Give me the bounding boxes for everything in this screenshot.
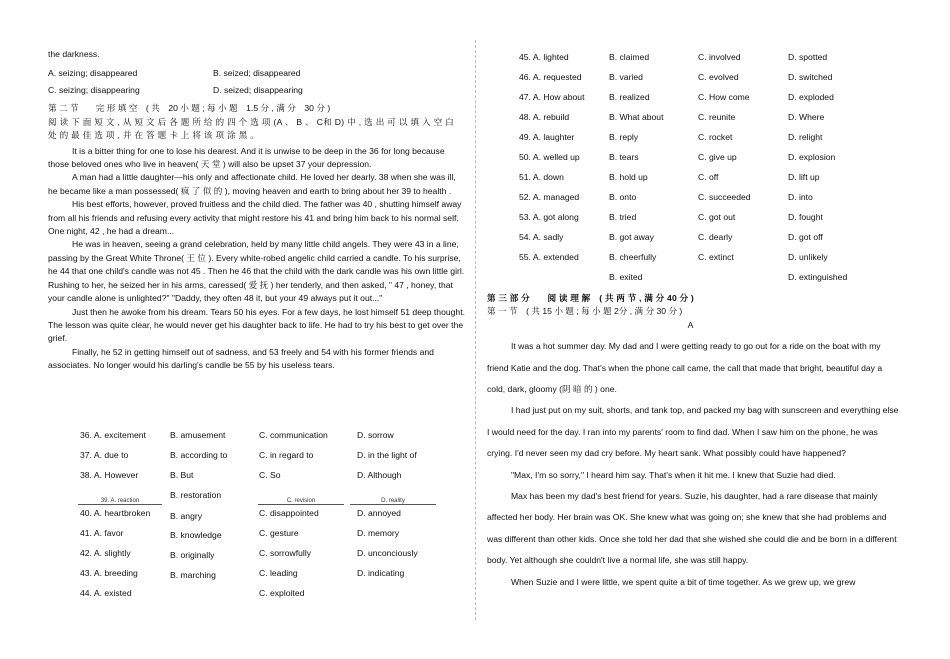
option-a: 40. A. heartbroken [80, 508, 151, 518]
option-c: C. extinct [698, 252, 734, 262]
option-a-39: 39. A. reaction [78, 498, 162, 505]
option-b: B. hold up [609, 172, 648, 182]
option-b: B. marching [170, 570, 216, 580]
option-row [519, 92, 847, 112]
option-d: D. memory [357, 528, 400, 538]
option-c-39: C. revision [258, 498, 344, 505]
option-row [80, 470, 417, 490]
option-b: B. cheerfully [609, 252, 657, 262]
option-d: D. got off [788, 232, 823, 242]
option-d: D. switched [788, 72, 833, 82]
option-d: D. in the light of [357, 450, 417, 460]
option-b: B. realized [609, 92, 650, 102]
option-row [519, 152, 847, 172]
passage-paragraph: When Suzie and I were little, we spent quite a bit of time together. As we grew up, we grew [511, 576, 856, 587]
right-options-table [519, 52, 847, 292]
option-b: B. exited [609, 272, 643, 282]
option-row [519, 252, 847, 272]
option-b: B. reply [609, 132, 639, 142]
option-a: 36. A. excitement [80, 430, 146, 440]
option-d: D. unconciously [357, 548, 418, 558]
option-a: 41. A. favor [80, 528, 124, 538]
option-d: D. unlikely [788, 252, 828, 262]
passage-paragraph: I had just put on my suit, shorts, and tank top, and packed my bag with sunscreen and everything else I would need for the day. I ran into my parents' room to find dad. When I saw him on the phone, he was crying. I'd never seen my dad cry before. My heart sank. What possibly could have happened? [487, 405, 899, 459]
option-b: B. tried [609, 212, 637, 222]
option-d: D. annoyed [357, 508, 401, 518]
option-b: B. angry [170, 511, 203, 521]
option-b [170, 588, 259, 608]
option-b: B. onto [609, 192, 637, 202]
option-c: C. dearly [698, 232, 733, 242]
option-b: B. But [170, 470, 194, 480]
option-row [519, 172, 847, 192]
option-b: B. originally [170, 550, 215, 560]
option-b: B. What about [609, 112, 664, 122]
passage-paragraph: Finally, he 52 in getting himself out of sadness, and 53 freely and 54 with his former friends and associates. No longer would his darling's candle be 55 by his useless tears. [48, 346, 434, 371]
option-a [519, 272, 609, 292]
option-row [519, 112, 847, 132]
option-a: 46. A. requested [519, 72, 582, 82]
option-b: B. seized; disappeared [213, 68, 301, 79]
option-a: 43. A. breeding [80, 568, 138, 578]
option-a: 52. A. managed [519, 192, 580, 202]
section2-title: 第 二 节 完 形 填 空 ( 共 20 小 题 ; 每 小 题 1.5 分 , 满 分 30 分 ) [48, 103, 331, 114]
option-row [80, 508, 418, 528]
option-a: 44. A. existed [80, 588, 132, 598]
option-d: D. sorrow [357, 430, 394, 440]
option-d: D. into [788, 192, 813, 202]
option-c: C. leading [259, 568, 298, 578]
options-table-2 [80, 508, 418, 608]
option-a: 51. A. down [519, 172, 564, 182]
passage-paragraph: Max has been my dad's best friend for years. Suzie, his daughter, had a rare disease that mainly affected her body. Her brain was OK. She knew what was going on; she knew that she had problems and was different than other kids. Once she told her dad that she wished she could die and be born in a different body. Yet although she couldn't live a normal life, she was still happy. [487, 491, 897, 566]
option-b: B. amusement [170, 430, 226, 440]
option-a: 37. A. due to [80, 450, 129, 460]
option-d: D. explosion [788, 152, 836, 162]
section1-title: 第 一 节 ( 共 15 小 题 ; 每 小 题 2分 , 满 分 30 分 ) [487, 306, 683, 317]
option-b: B. tears [609, 152, 639, 162]
option-row [80, 588, 418, 608]
option-c: C. got out [698, 212, 736, 222]
option-a: 38. A. However [80, 470, 139, 480]
option-b: B. got away [609, 232, 654, 242]
option-d: D. fought [788, 212, 823, 222]
option-c: C. disappointed [259, 508, 319, 518]
option-row [519, 272, 847, 292]
options-table [80, 430, 417, 490]
intro-line: the darkness. [48, 49, 100, 59]
part3-title: 第 三 部 分 阅 读 理 解 ( 共 两 节 , 满 分 40 分 ) [487, 293, 694, 303]
option-row [80, 528, 418, 548]
option-c: C. So [259, 470, 281, 480]
option-c: C. sorrowfully [259, 548, 312, 558]
option-c: C. communication [259, 430, 328, 440]
option-a: 50. A. welled up [519, 152, 580, 162]
option-c: C. succeeded [698, 192, 751, 202]
question-options [48, 68, 465, 78]
passage-paragraph: A man had a little daughter—his only and affectionate child. He loved her dearly. 38 when she was ill, he became like a man possessed( 疯 了 似 的 ), moving heaven and earth to bring about her 39 to health . [48, 172, 456, 196]
option-d: D. seized; disappearing [213, 85, 303, 96]
option-a: 47. A. How about [519, 92, 585, 102]
option-row [519, 232, 847, 252]
option-row [80, 450, 417, 470]
option-row [80, 548, 418, 568]
option-c: C. exploited [259, 588, 305, 598]
option-c: C. seizing; disappearing [48, 85, 140, 96]
option-a: 55. A. extended [519, 252, 579, 262]
option-d: D. extinguished [788, 272, 848, 282]
option-b: B. claimed [609, 52, 650, 62]
option-d: D. spotted [788, 52, 828, 62]
option-c: C. evolved [698, 72, 739, 82]
option-a: 45. A. lighted [519, 52, 569, 62]
option-c: C. gesture [259, 528, 299, 538]
option-a: 49. A. laughter [519, 132, 575, 142]
passage-paragraph: It is a bitter thing for one to lose his dearest. And it is unwise to be deep in the 36 for long because those beloved ones who live in heaven( 天 堂 ) will also be upset 37 your depression. [48, 145, 445, 170]
option-d: D. lift up [788, 172, 820, 182]
option-c: C. in regard to [259, 450, 314, 460]
option-row [519, 212, 847, 232]
option-row [519, 72, 847, 92]
reading-section [487, 292, 902, 593]
passage-letter: A [687, 319, 694, 330]
option-b: B. varied [609, 72, 643, 82]
passage-paragraph: His best efforts, however, proved fruitless and the child died. The father was 40 , shutting himself away from all his friends and refusing every activity that might restore his 41 and bring him back to his normal self. One night, 42 , he had a dream... [48, 199, 462, 237]
passage-paragraph: Just then he awoke from his dream. Tears 50 his eyes. For a few days, he lost himself 51 deep thought. The lesson was quite clear, he would never get his daughter back to life. He had to try his best to get over the grief. [48, 306, 465, 344]
section2-instructions: 阅 读 下 面 短 文 , 从 短 文 后 各 题 所 给 的 四 个 选 项 (A 、 B 、 C和 D) 中 , 选 出 可 以 填 入 空 白 处 的 最 佳 选 项 , 并 在 答 题 卡 上 将 该 项 涂 黑 。 [48, 116, 455, 141]
option-b: B. knowledge [170, 530, 222, 540]
option-d-39: D. reality [350, 498, 436, 505]
option-a: A. seizing; disappeared [48, 68, 138, 79]
option-c [698, 272, 788, 292]
option-row [519, 132, 847, 152]
option-d: D. Where [788, 112, 825, 122]
option-b: B. according to [170, 450, 228, 460]
option-c: C. reunite [698, 112, 736, 122]
option-c: C. involved [698, 52, 741, 62]
question-options [48, 85, 465, 95]
option-d: D. Although [357, 470, 402, 480]
option-c: C. give up [698, 152, 737, 162]
option-row [80, 430, 417, 450]
option-c: C. How come [698, 92, 750, 102]
left-column [48, 48, 465, 373]
option-row [80, 568, 418, 588]
option-a: 42. A. slightly [80, 548, 131, 558]
option-a: 53. A. got along [519, 212, 579, 222]
option-row [519, 192, 847, 212]
option-c: C. rocket [698, 132, 733, 142]
option-a: 54. A. sadly [519, 232, 564, 242]
passage-paragraph: "Max, I'm so sorry," I heard him say. That's when it hit me. I knew that Suzie had died. [511, 469, 836, 480]
option-d: D. exploded [788, 92, 834, 102]
option-b-39: B. restoration [170, 490, 222, 500]
option-a: 48. A. rebuild [519, 112, 570, 122]
option-row [519, 52, 847, 72]
option-d: D. indicating [357, 568, 405, 578]
passage-paragraph: It was a hot summer day. My dad and I were getting ready to go out for a ride on the boat with my friend Katie and the dog. That's when the phone call came, the call that made that bright, beautiful day a cold, dark, gloomy (阴 暗 的 ) one. [487, 341, 883, 395]
option-d: D. relight [788, 132, 823, 142]
passage-paragraph: He was in heaven, seeing a grand celebration, held by many little child angels. They were 43 in a line, passing by the Great White Throne( 王 位 ). Every white-robed angelic child carried a candle. To his surprise, he 44 that one child's candle was not 45 . Then he 46 that the child with the dark candle was his own little girl. Rushing to her, he seized her in his arms, caressed( 爱 抚 ) her tenderly, and then asked, " 47 , honey, that your candle alone is unlighted?" "Daddy, they often 48 it, but your 49 always put it out..." [48, 239, 465, 304]
option-c: C. off [698, 172, 719, 182]
column-divider [475, 40, 477, 620]
